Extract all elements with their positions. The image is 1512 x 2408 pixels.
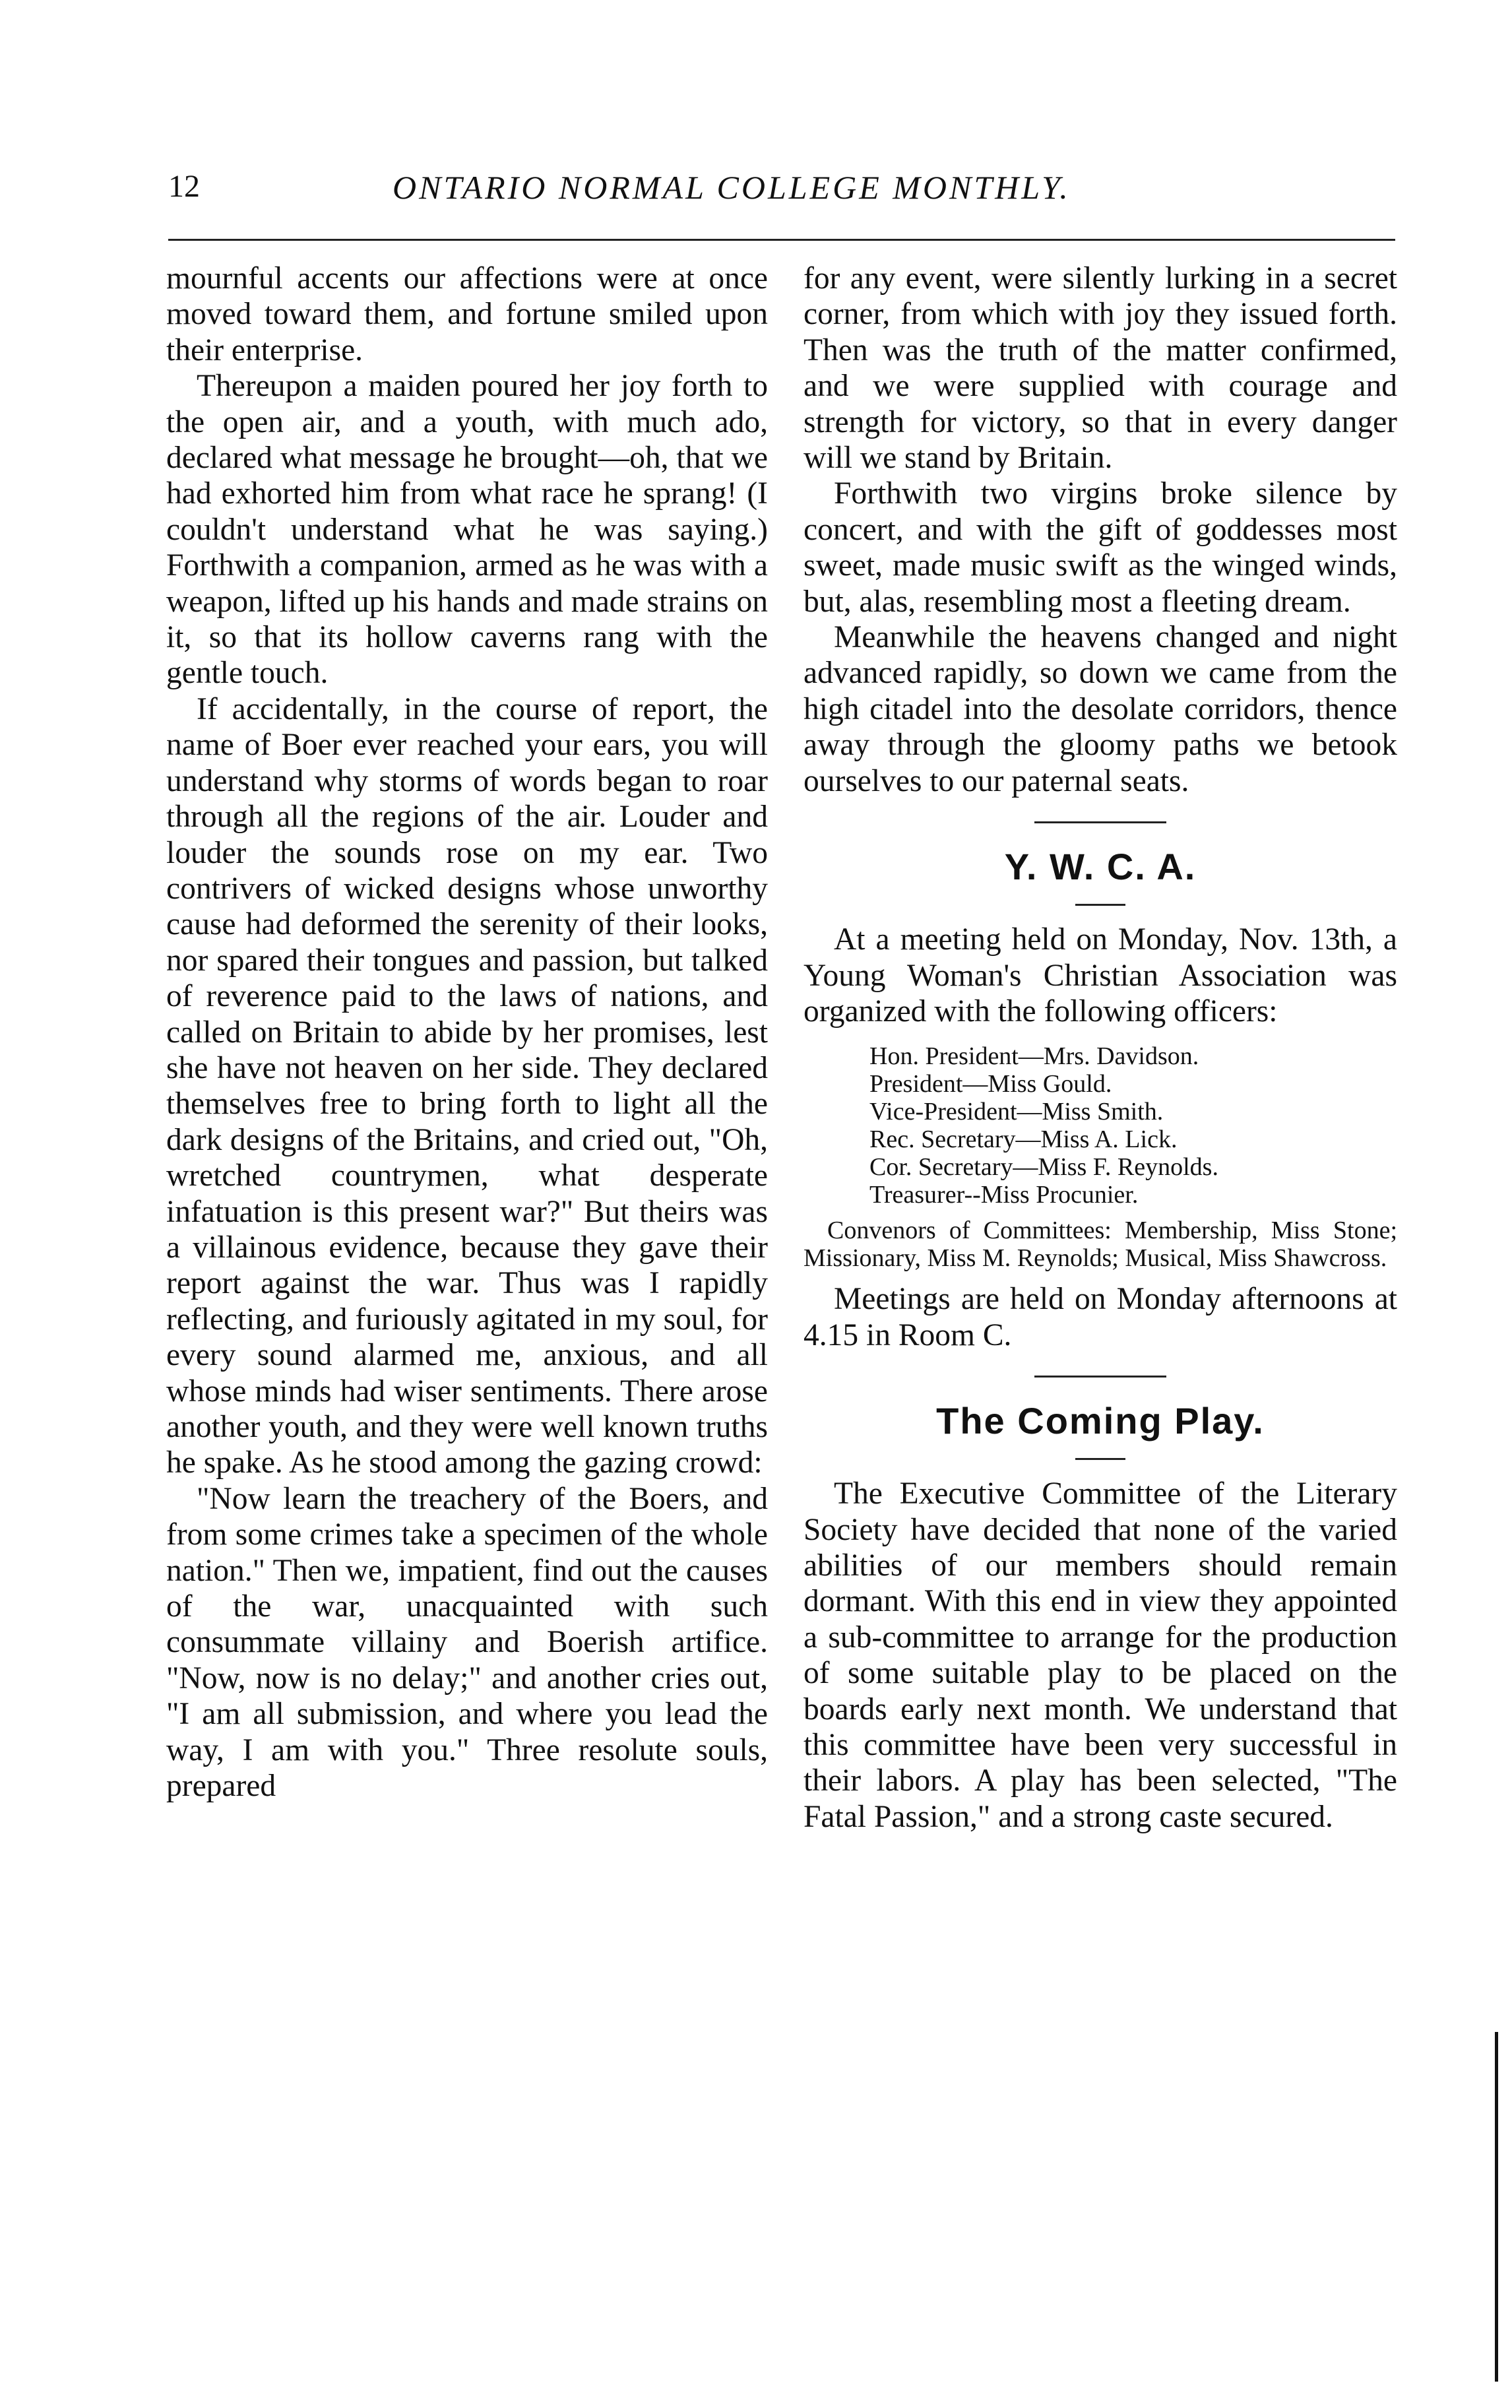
convenors-text: Convenors of Committees: Membership, Miss Stone; Missionary, Miss M. Reynolds; Musical, Miss Shawcross. <box>803 1217 1397 1273</box>
section-divider <box>1034 821 1166 823</box>
paragraph: "Now learn the treachery of the Boers, and from some crimes take a specimen of the whole nation." Then we, impatient, find out the causes of the war, unacquainted with such consummate villainy and Boerish artifice. "Now, now is no delay;" and another cries out, "I am all submission, and where you lead the way, I am with you." Three resolute souls, prepared <box>166 1481 768 1804</box>
section-divider <box>1034 1376 1166 1378</box>
paragraph: Forthwith two virgins broke silence by concert, and with the gift of goddesses most sweet, made music swift as the winged winds, but, alas, resembling most a fleeting dream. <box>803 476 1397 619</box>
meetings-text: Meetings are held on Monday afternoons at 4.15 in Room C. <box>803 1282 1397 1352</box>
margin-scan-mark <box>1495 2032 1498 2382</box>
officer-entry: Hon. President—Mrs. Davidson. <box>869 1042 1199 1071</box>
paragraph: mournful accents our affections were at once moved toward them, and fortune smiled upon their enterprise. <box>166 261 768 367</box>
officer-entry: Rec. Secretary—Miss A. Lick. <box>869 1125 1178 1154</box>
left-column <box>166 261 768 1804</box>
paragraph: If accidentally, in the course of report, the name of Boer ever reached your ears, you will understand why storms of words began to roar through all the regions of the air. Louder and louder the sounds rose on my ear. Two contrivers of wicked designs whose unworthy cause had deformed the serenity of their looks, nor spared their tongues and passion, but talked of reverence paid to the laws of nations, and called on Britain to abide by her promises, lest she have not heaven on her side. They declared themselves free to bring forth to light all the dark designs of the Britains, and cried out, "Oh, wretched countrymen, what desperate infatuation is this present war?" But theirs was a villainous evidence, because they gave their report against the war. Thus was I rapidly reflecting, and furiously agitated in my soul, for every sound alarmed me, anxious, and all whose minds had wiser sentiments. There arose another youth, and they were well known truths he spake. As he stood among the gazing crowd: <box>166 691 768 1480</box>
heading-rule <box>1075 904 1125 906</box>
coming-play-heading: The Coming Play. <box>936 1400 1265 1442</box>
officer-entry: President—Miss Gould. <box>869 1070 1112 1098</box>
coming-play-text: The Executive Committee of the Literary Society have decided that none of the varied abilities of our members should remain dormant. With this end in view they appointed a sub-committee to arrange for the production of some suitable play to be placed on the boards early next month. We understand that this committee have been very successful in their labors. A play has been selected, "The Fatal Passion," and a strong caste secured. <box>803 1476 1397 1834</box>
officer-entry: Vice-President—Miss Smith. <box>869 1098 1164 1126</box>
ywca-heading: Y. W. C. A. <box>1004 846 1197 888</box>
officers-list <box>869 1042 1397 1209</box>
officer-entry: Cor. Secretary—Miss F. Reynolds. <box>869 1153 1218 1182</box>
page-number: 12 <box>168 169 200 204</box>
paragraph: Thereupon a maiden poured her joy forth to the open air, and a youth, with much ado, declared what message he brought—oh, that we had exhorted him from what race he sprang! (I couldn't understand what he was saying.) Forthwith a companion, armed as he was with a weapon, lifted up his hands and made strains on it, so that its hollow caverns rang with the gentle touch. <box>166 369 768 691</box>
page-header <box>168 168 1395 221</box>
header-rule <box>168 239 1395 241</box>
officer-entry: Treasurer--Miss Procunier. <box>869 1181 1139 1209</box>
running-title: ONTARIO NORMAL COLLEGE MONTHLY. <box>393 169 1071 206</box>
paragraph: for any event, were silently lurking in a secret corner, from which with joy they issued forth. Then was the truth of the matter confirmed, and we were supplied with courage and strength for victory, so that in every danger will we stand by Britain. <box>803 261 1397 476</box>
right-column <box>803 261 1397 1835</box>
ywca-intro: At a meeting held on Monday, Nov. 13th, a Young Woman's Christian Association was organized with the following officers: <box>803 922 1397 1029</box>
heading-rule <box>1075 1458 1125 1460</box>
paragraph: Meanwhile the heavens changed and night advanced rapidly, so down we came from the high citadel into the desolate corridors, thence away through the gloomy paths we betook ourselves to our paternal seats. <box>803 620 1397 798</box>
